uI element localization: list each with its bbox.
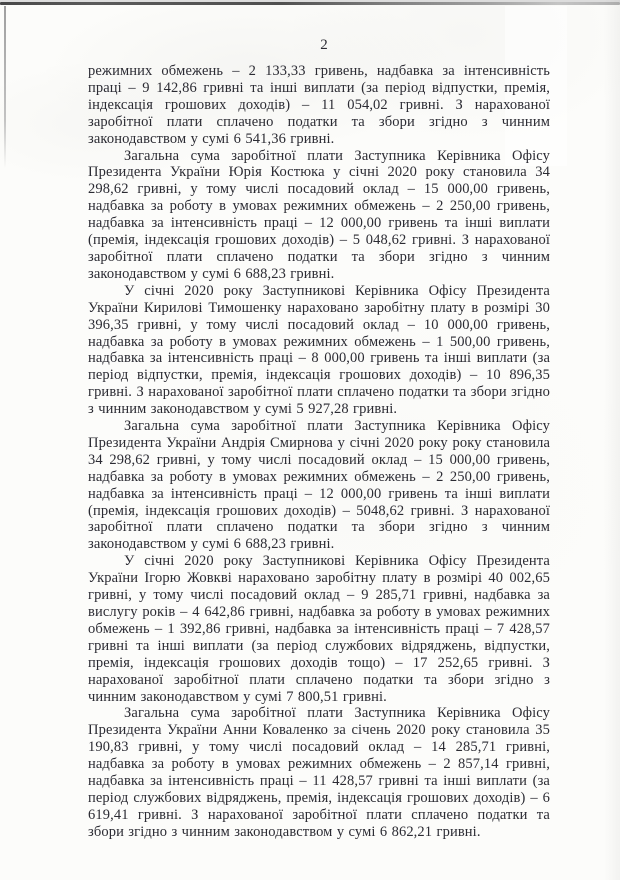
page-number: 2 — [320, 37, 328, 53]
paragraph: У січні 2020 року Заступникові Керівника Офісу Президента України Ігорю Жовкві нараховано заробітну плату в розмірі 40 002,65 гривні, у тому числі посадовий оклад – 9 285,71 гривні, надбавка за вислугу років – 4 642,86 гривні, надбавка за роботу в умовах режимних обмежень – 1 392,86 гривні, надбавка за інтенсивність праці – 7 428,57 гривні та інші виплати (за період службових відряджень, відпустки, премія, індексація грошових доходів тощо) – 17 252,65 гривні. З нарахованої заробітної плати сплачено податки та збори згідно з чинним законодавством у сумі 7 800,51 гривні. — [88, 553, 550, 705]
scan-shade-right — [604, 0, 620, 880]
paragraph: Загальна сума заробітної плати Заступника Керівника Офісу Президента України Юрія Костюка у січні 2020 року становила 34 298,62 гривні, у тому числі посадовий оклад – 15 000,00 гривень, надбавка за роботу в умовах режимних обмежень – 2 250,00 гривень, надбавка за інтенсивність праці – 12 000,00 гривень та інші виплати (премія, індексація грошових доходів) – 5 048,62 гривні. З нарахованої заробітної плати сплачено податки та збори згідно з чинним законодавством у сумі 6 688,23 гривні. — [88, 147, 550, 282]
paragraph: У січні 2020 року Заступникові Керівника Офісу Президента України Кирилові Тимошенку нараховано заробітну плату в розмірі 30 396,35 гривні, у тому числі посадовий оклад – 10 000,00 гривень, надбавка за роботу в умовах режимних обмежень – 1 500,00 гривень, надбавка за інтенсивність праці – 8 000,00 гривень та інші виплати (за період відпустки, премія, індексація грошових доходів) – 10 896,35 гривні. З нарахованої заробітної плати сплачено податки та збори згідно з чинним законодавством у сумі 5 927,28 гривні. — [88, 282, 550, 418]
document-body-text — [88, 63, 550, 841]
scan-line-left — [4, 6, 6, 168]
paragraph: режимних обмежень – 2 133,33 гривень, надбавка за інтенсивність праці – 9 142,86 гривні та інші виплати (за період відпустки, премія, індексація грошових доходів) – 11 054,02 гривні. З нарахованої заробітної плати сплачено податки та збори згідно з чинним законодавством у сумі 6 541,36 гривні. — [88, 63, 550, 147]
scan-edge-top-line — [0, 2, 620, 5]
paragraph: Загальна сума заробітної плати Заступника Керівника Офісу Президента України Анни Коваленко за січень 2020 року становила 35 190,83 гривні, у тому числі посадовий оклад – 14 285,71 гривні, надбавка за роботу в умовах режимних обмежень – 2 857,14 гривні, надбавка за інтенсивність праці – 11 428,57 гривні та інші виплати (за період службових відряджень, премія, індексація грошових доходів) – 6 619,41 гривні. З нарахованої заробітної плати сплачено податки та збори згідно з чинним законодавством у сумі 6 862,21 гривні. — [88, 705, 550, 840]
paragraph: Загальна сума заробітної плати Заступника Керівника Офісу Президента України Андрія Смирнова у січні 2020 року року становила 34 298,62 гривні, у тому числі посадовий оклад – 15 000,00 гривень, надбавка за роботу в умовах режимних обмежень – 2 250,00 гривень, надбавка за інтенсивність праці – 12 000,00 гривень та інші виплати (премія, індексація грошових доходів) – 5048,62 гривні. З нарахованої заробітної плати сплачено податки та збори згідно з чинним законодавством у сумі 6 688,23 гривні. — [88, 418, 550, 553]
